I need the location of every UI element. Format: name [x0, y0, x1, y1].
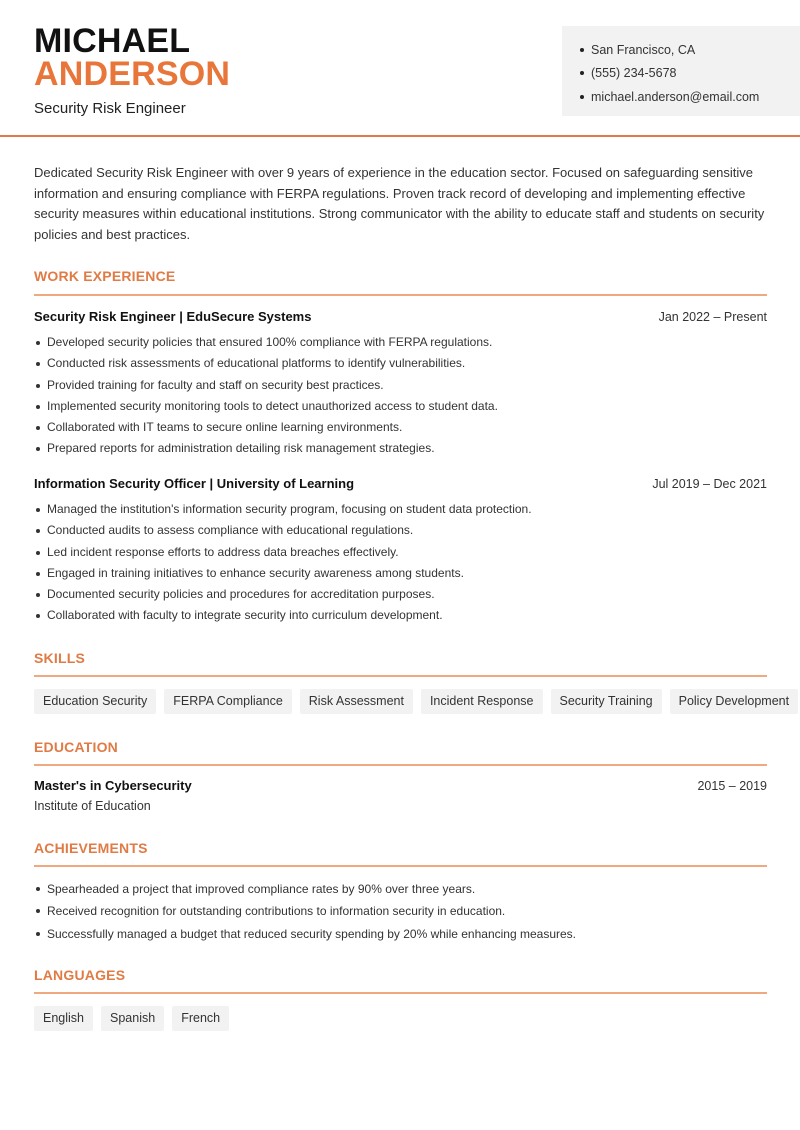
list-item: Received recognition for outstanding contributions to information security in education.	[34, 900, 767, 922]
last-name: ANDERSON	[34, 55, 231, 93]
skills-list	[34, 689, 798, 714]
job-dates: Jan 2022 – Present	[658, 310, 767, 324]
job-role: Security Risk Engineer | EduSecure Systems	[34, 309, 312, 324]
resume-header	[0, 0, 800, 137]
bullet-icon	[580, 95, 584, 99]
job-heading	[34, 476, 767, 491]
list-item: Implemented security monitoring tools to detect unauthorized access to student data.	[34, 396, 767, 417]
job-dates: Jul 2019 – Dec 2021	[652, 477, 767, 491]
job-bullets	[34, 499, 767, 627]
language-chip: English	[34, 1006, 93, 1031]
skill-chip: Policy Development	[670, 689, 798, 714]
list-item: Collaborated with IT teams to secure online learning environments.	[34, 417, 767, 438]
skill-chip: Incident Response	[421, 689, 543, 714]
bullet-icon	[580, 48, 584, 52]
section-title-skills: SKILLS	[34, 650, 85, 666]
achievement-bullets	[34, 878, 767, 945]
list-item: Led incident response efforts to address data breaches effectively.	[34, 542, 767, 563]
list-item: Collaborated with faculty to integrate security into curriculum development.	[34, 605, 767, 626]
contact-box	[562, 26, 800, 116]
contact-location: San Francisco, CA	[580, 38, 800, 62]
education-degree: Master's in Cybersecurity	[34, 778, 192, 793]
contact-email: michael.anderson@email.com	[580, 85, 800, 109]
bullet-icon	[580, 71, 584, 75]
contact-phone: (555) 234-5678	[580, 62, 800, 86]
skill-chip: Risk Assessment	[300, 689, 413, 714]
list-item: Developed security policies that ensured 100% compliance with FERPA regulations.	[34, 332, 767, 353]
language-chip: Spanish	[101, 1006, 164, 1031]
section-title-experience: WORK EXPERIENCE	[34, 268, 176, 284]
section-divider	[34, 992, 767, 994]
section-title-achievements: ACHIEVEMENTS	[34, 840, 148, 856]
list-item: Successfully managed a budget that reduced security spending by 20% while enhancing measures.	[34, 923, 767, 945]
languages-list	[34, 1006, 229, 1031]
section-title-languages: LANGUAGES	[34, 967, 126, 983]
section-divider	[34, 865, 767, 867]
section-divider	[34, 675, 767, 677]
skill-chip: Education Security	[34, 689, 156, 714]
education-years: 2015 – 2019	[697, 779, 767, 793]
list-item: Conducted risk assessments of educational platforms to identify vulnerabilities.	[34, 353, 767, 374]
section-divider	[34, 294, 767, 296]
first-name: MICHAEL	[34, 22, 191, 60]
language-chip: French	[172, 1006, 229, 1031]
job-title: Security Risk Engineer	[34, 100, 186, 117]
summary: Dedicated Security Risk Engineer with over 9 years of experience in the education sector. Focused on safeguarding sensitive information and ensuring compliance with FERPA regulations. Proven track record of developing and implementing effective security measures within educational institutions. Strong communicator with the ability to educate staff and students on security policies and best practices.	[34, 165, 765, 243]
job-role: Information Security Officer | University of Learning	[34, 476, 355, 491]
section-divider	[34, 764, 767, 766]
education-school: Institute of Education	[34, 799, 151, 813]
list-item: Documented security policies and procedures for accreditation purposes.	[34, 584, 767, 605]
education-heading	[34, 778, 767, 793]
job-bullets	[34, 332, 767, 460]
skill-chip: Security Training	[551, 689, 662, 714]
list-item: Engaged in training initiatives to enhance security awareness among students.	[34, 563, 767, 584]
skill-chip: FERPA Compliance	[164, 689, 292, 714]
list-item: Provided training for faculty and staff on security best practices.	[34, 375, 767, 396]
list-item: Managed the institution's information security program, focusing on student data protection.	[34, 499, 767, 520]
list-item: Conducted audits to assess compliance with educational regulations.	[34, 520, 767, 541]
job-heading	[34, 309, 767, 324]
list-item: Spearheaded a project that improved compliance rates by 90% over three years.	[34, 878, 767, 900]
list-item: Prepared reports for administration detailing risk management strategies.	[34, 438, 767, 459]
section-title-education: EDUCATION	[34, 739, 118, 755]
